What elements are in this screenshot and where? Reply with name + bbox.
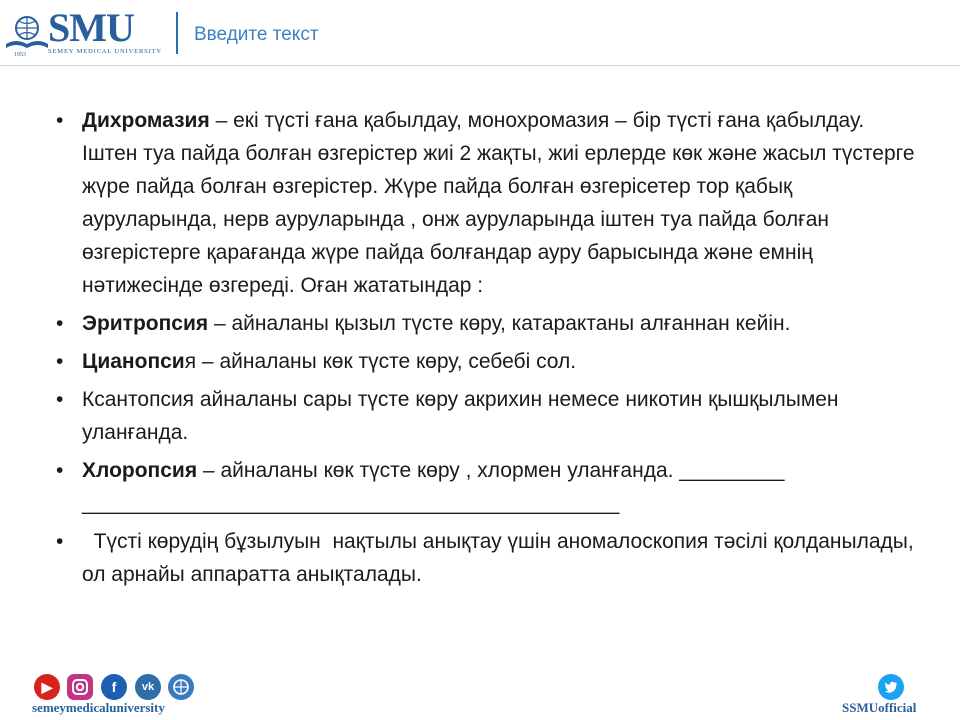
term-description: – айналаны қызыл түсте көру, катарактаны алғаннан кейін.: [208, 312, 791, 335]
bullet-item: [56, 454, 916, 520]
footer-handle-right[interactable]: SSMUofficial: [842, 700, 917, 715]
bullet-item: [56, 525, 920, 591]
bullet-marker: •: [56, 530, 64, 553]
term-description: Ксантопсия айналаны сары түсте көру акрихин немесе никотин қышқылымен уланғанда.: [82, 388, 839, 444]
bullet-item: [56, 104, 916, 302]
term-bold: Цианопси: [82, 350, 185, 373]
bullet-item: [56, 345, 916, 378]
bullet-marker: •: [56, 312, 64, 335]
term-description: – айналаны көк түсте көру , хлормен уланғанда. _________ ______________________________________________: [82, 459, 785, 515]
term-bold: Хлоропсия: [82, 459, 198, 482]
bullet-marker: •: [56, 109, 64, 132]
slide-header: [0, 0, 960, 66]
term-description: я – айналаны көк түсте көру, себебі сол.: [184, 350, 577, 373]
facebook-icon[interactable]: f: [101, 674, 127, 700]
slide-body: [56, 104, 920, 596]
header-title[interactable]: Введите текст: [194, 24, 319, 45]
bullet-marker: •: [56, 388, 64, 411]
term-bold: Эритропсия: [82, 312, 209, 335]
bullet-marker: •: [56, 459, 64, 482]
slide-footer: [0, 660, 960, 720]
term-description: Түсті көрудің бұзылуын нақтылы анықтау үшін аномалоскопия тәсілі қолданылады, ол арнайы аппаратта анықталады.: [82, 530, 920, 586]
term-description: – екі түсті ғана қабылдау, монохромазия – бір түсті ғана қабылдау. Іштен туа пайда болған өзгерістер жиі 2 жақты, жиі ерлерде көк және жасыл түстерге жүре пайда болған өзгерістер. Жүре пайда болған өзгерісетер тор қабық ауруларында, нерв ауруларында , онж ауруларында іштен туа пайда болған өзгерістерге қарағанда жүре пайда болғандар ауру барысында және емнің нәтижесінде өзгереді. Оған жататындар :: [82, 109, 915, 297]
book-globe-icon: [4, 14, 50, 52]
logo-subtitle: SEMEY MEDICAL UNIVERSITY: [48, 48, 162, 55]
instagram-icon[interactable]: [67, 674, 93, 700]
bullet-item: [56, 383, 916, 449]
web-icon[interactable]: [168, 674, 194, 700]
header-rule: [0, 65, 960, 66]
vk-icon[interactable]: vk: [135, 674, 161, 700]
bullet-marker: •: [56, 350, 64, 373]
youtube-icon[interactable]: ▶: [34, 674, 60, 700]
logo-year: 1953: [14, 52, 26, 58]
twitter-icon[interactable]: [878, 674, 904, 700]
university-logo: [4, 5, 162, 60]
footer-handle-left[interactable]: semeymedicaluniversity: [32, 700, 165, 715]
bullet-item: [56, 307, 916, 340]
header-divider: [176, 12, 178, 54]
term-bold: Дихромазия: [82, 109, 210, 132]
logo-text: SMU: [48, 5, 134, 50]
